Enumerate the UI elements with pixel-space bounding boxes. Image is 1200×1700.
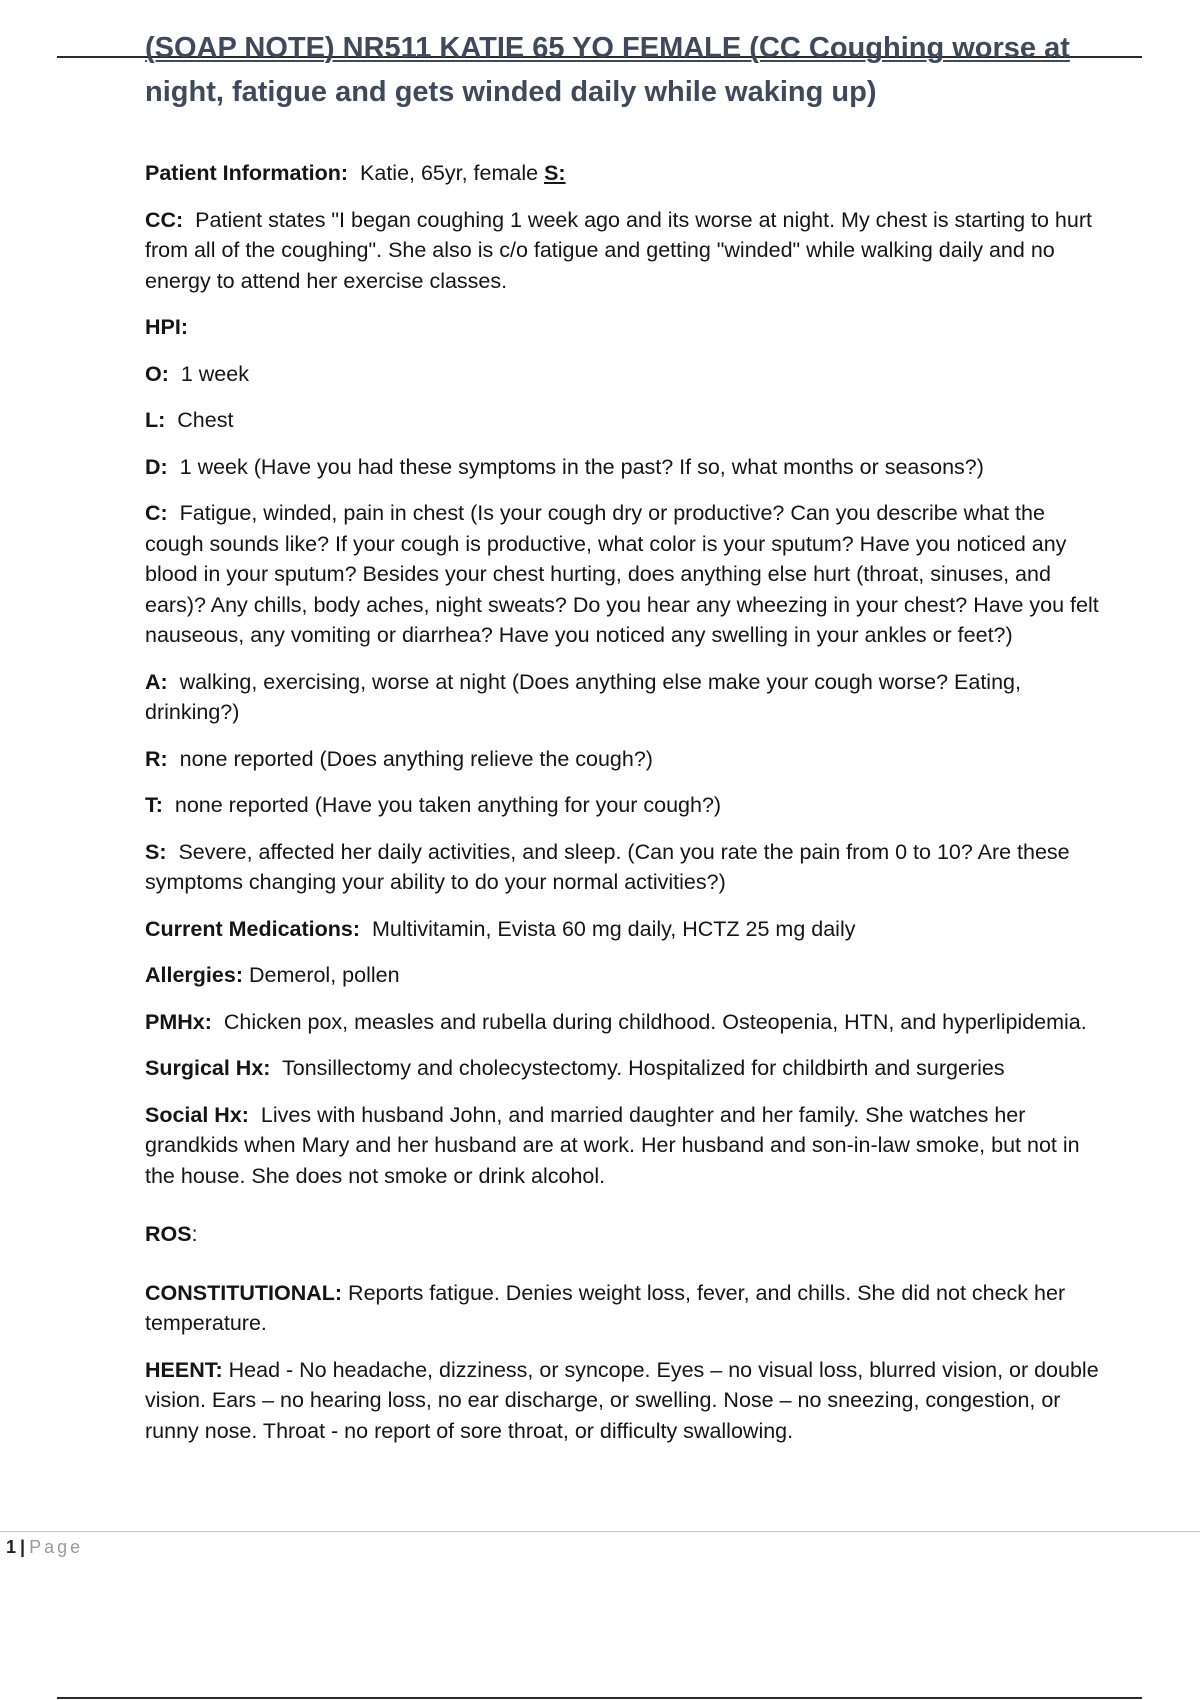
hpi-duration — [145, 452, 1105, 483]
hpi-item-label: T: — [145, 793, 163, 817]
page-footer — [6, 1535, 83, 1559]
chief-complaint-label: CC: — [145, 207, 184, 232]
hpi-item-label: A: — [145, 669, 168, 694]
hpi-item-text: none reported (Does anything relieve the cough?) — [179, 746, 653, 771]
patient-information-label: Patient Information: — [145, 161, 349, 185]
hpi-item-label: S: — [145, 839, 167, 864]
hpi-item-label: D: — [145, 454, 168, 479]
surgical-hx-text: Tonsillectomy and cholecystectomy. Hospitalized for childbirth and surgeries — [282, 1056, 1005, 1080]
surgical-hx-label: Surgical Hx: — [145, 1056, 271, 1080]
hpi-item-text: Severe, affected her daily activities, and sleep. (Can you rate the pain from 0 to 10? Are these symptoms changing your ability to do your normal activities?) — [145, 839, 1070, 894]
document-title — [145, 26, 1145, 114]
page-number: 1 — [6, 1537, 17, 1557]
allergies-label: Allergies: — [145, 963, 243, 987]
current-medications-text: Multivitamin, Evista 60 mg daily, HCTZ 25 mg daily — [371, 916, 856, 941]
heent-label: HEENT: — [145, 1357, 223, 1382]
hpi-label: HPI: — [145, 315, 188, 339]
hpi-relieving — [145, 744, 1105, 775]
ros-heent — [145, 1355, 1105, 1447]
social-hx-text: Lives with husband John, and married daughter and her family. She watches her grandkids when Mary and her husband are at work. Her husband and son-in-law smoke, but not in the house. She does not smoke or drink alcohol. — [145, 1102, 1080, 1188]
allergies-text: Demerol, pollen — [248, 963, 400, 987]
hpi-location — [145, 405, 1105, 436]
hpi-onset — [145, 359, 1105, 390]
bottom-rule — [57, 1697, 1142, 1699]
hpi-heading — [145, 312, 1105, 343]
hpi-item-label: C: — [145, 501, 168, 525]
ros-constitutional — [145, 1278, 1105, 1339]
social-history — [145, 1100, 1105, 1192]
heent-text: Head - No headache, dizziness, or syncope. Eyes – no visual loss, blurred vision, or double vision. Ears – no hearing loss, no ear discharge, or swelling. Nose – no sneezing, congestion, or runny nose. Throat - no report of sore throat, or difficulty swallowing. — [145, 1357, 1099, 1443]
hpi-aggravating — [145, 667, 1105, 728]
current-medications-label: Current Medications: — [145, 916, 361, 941]
hpi-item-text: 1 week — [180, 361, 249, 386]
ros-heading — [145, 1219, 1105, 1250]
constitutional-text: Reports fatigue. Denies weight loss, fever, and chills. She did not check her temperature. — [145, 1280, 1066, 1335]
pmhx-label: PMHx: — [145, 1009, 212, 1034]
chief-complaint-text: Patient states "I began coughing 1 week ago and its worse at night. My chest is starting to hurt from all of the coughing". She also is c/o fatigue and getting "winded" while walking daily and no energy to attend her exercise classes. — [145, 207, 1092, 293]
page-separator: | — [20, 1537, 26, 1557]
hpi-item-text: walking, exercising, worse at night (Does anything else make your cough worse? Eating, drinking?) — [145, 669, 1021, 724]
hpi-character — [145, 498, 1105, 651]
soap-note-body — [145, 158, 1105, 1462]
footer-rule — [0, 1531, 1200, 1532]
hpi-treatment — [145, 790, 1105, 821]
current-medications — [145, 914, 1105, 945]
hpi-item-text: Fatigue, winded, pain in chest (Is your cough dry or productive? Can you describe what the cough sounds like? If your cough is productive, what color is your sputum? Have you noticed any blood in your sputum? Besides your chest hurting, does anything else hurt (throat, sinuses, and ears)? Any chills, body aches, night sweats? Do you hear any wheezing in your chest? Have you felt nauseous, any vomiting or diarrhea? Have you noticed any swelling in your ankles or feet?) — [145, 501, 1099, 647]
subjective-label: S: — [544, 161, 566, 185]
hpi-item-label: R: — [145, 746, 168, 771]
page-word: Page — [29, 1537, 84, 1557]
past-medical-history — [145, 1007, 1105, 1038]
patient-information-value: Katie, 65yr, female — [360, 161, 539, 185]
ros-colon: : — [191, 1222, 198, 1246]
chief-complaint — [145, 205, 1105, 297]
pmhx-text: Chicken pox, measles and rubella during childhood. Osteopenia, HTN, and hyperlipidemia. — [223, 1009, 1087, 1034]
hpi-item-text: 1 week (Have you had these symptoms in the past? If so, what months or seasons?) — [179, 454, 984, 479]
hpi-item-label: O: — [145, 361, 169, 386]
title-line-1: (SOAP NOTE) NR511 KATIE 65 YO FEMALE (CC Coughing worse at — [145, 32, 1070, 64]
ros-label: ROS — [145, 1222, 192, 1246]
hpi-item-text: none reported (Have you taken anything for your cough?) — [174, 793, 722, 817]
social-hx-label: Social Hx: — [145, 1102, 249, 1127]
hpi-item-text: Chest — [177, 408, 234, 432]
patient-information — [145, 158, 1105, 189]
constitutional-label: CONSTITUTIONAL: — [145, 1280, 343, 1305]
hpi-item-label: L: — [145, 408, 166, 432]
title-line-2: night, fatigue and gets winded daily while waking up) — [145, 76, 877, 108]
hpi-severity — [145, 837, 1105, 898]
surgical-history — [145, 1053, 1105, 1084]
allergies — [145, 960, 1105, 991]
